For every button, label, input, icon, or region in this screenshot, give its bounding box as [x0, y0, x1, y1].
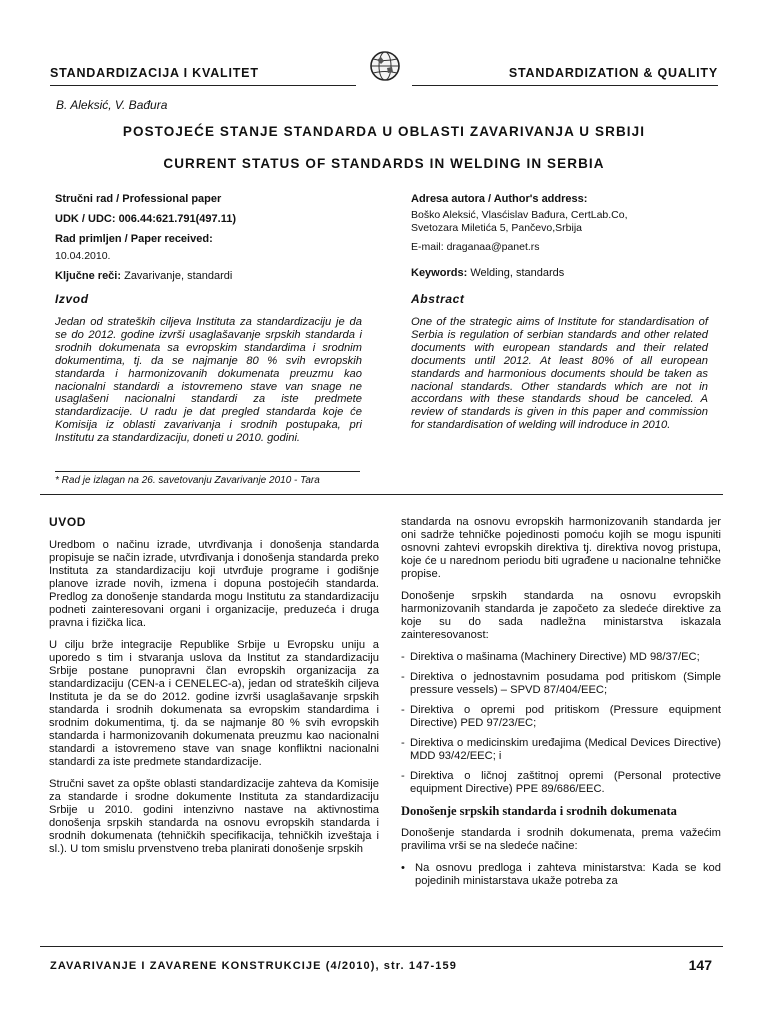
section-divider: [40, 494, 723, 495]
received-date: 10.04.2010.: [55, 250, 111, 262]
header-left-title: STANDARDIZACIJA I KVALITET: [50, 66, 259, 80]
right-paragraph-1: standarda na osnovu evropskih harmonizovanih standarda jer oni sadrže tehničke pojedinosti pomoću kojih se mogu ispuniti osnovni zahtevi evropskih direktiva tj. direktiva novog pristupa, koje će u narednom periodu biti ugrađene u nacionalne tehničke propise.: [401, 516, 721, 580]
subsection-heading: Donošenje srpskih standarda i srodnih dokumenata: [401, 804, 677, 818]
keywords-value-sr: Zavarivanje, standardi: [124, 270, 233, 282]
abstract-heading: Abstract: [411, 292, 465, 306]
udk-line: [55, 212, 355, 226]
right-paragraph-2: Donošenje srpskih standarda na osnovu evropskih harmonizovanih standarda je započeto za sledeće direktive za koje su do sada nadležna ministarstva iskazala zainteresovanost:: [401, 590, 721, 641]
header-right-title: STANDARDIZATION & QUALITY: [508, 66, 718, 80]
footer-rule: [40, 946, 723, 947]
left-metadata: [55, 192, 355, 283]
uvod-heading: UVOD: [49, 515, 87, 529]
page-number: 147: [688, 957, 712, 973]
globe-logo-icon: [369, 50, 401, 82]
received-label: Rad primljen / Paper received:: [55, 233, 213, 245]
udk-value: 006.44:621.791(497.11): [118, 213, 236, 225]
author-email: E-mail: draganaa@panet.rs: [411, 241, 540, 253]
keywords-line-en: [411, 266, 721, 280]
directive-list: [401, 651, 721, 796]
right-metadata: [411, 192, 721, 280]
footnote: * Rad je izlagan na 26. savetovanju Zavarivanje 2010 - Tara: [55, 475, 320, 486]
list-item: - Direktiva o mašinama (Machinery Directive) MD 98/37/EC;: [401, 651, 721, 664]
list-item: - Direktiva o opremi pod pritiskom (Pressure equipment Directive) PED 97/23/EC;: [401, 704, 721, 730]
udk-label: UDK / UDC:: [55, 213, 116, 225]
keywords-value-en: Welding, standards: [470, 267, 565, 279]
bullet-text: Na osnovu predloga i zahteva ministarstva: Kada se kod pojedinih ministarstava ukaže potreba za: [415, 862, 721, 887]
left-body-column: [49, 516, 379, 865]
right-body-column: [401, 516, 721, 888]
keywords-label-sr: Ključne reči:: [55, 270, 122, 282]
title-serbian: POSTOJEĆE STANJE STANDARDA U OBLASTI ZAVARIVANJA U SRBIJI: [122, 124, 646, 139]
bullet-item: [401, 862, 721, 888]
izvod-text: Jedan od strateških ciljeva Instituta za standardizaciju je da se do 2012. godine izvrši usaglašavanje srpskih standarda i srodnih dokumenata sa evropskim standardima i srodnim dokumentima, tj. da se najmanje 80 % svih evropskih standarda i harmonizovanih dokumenata preuzmu kao nacionalni standardi a istovremeno stave van snage ne usaglašeni nacionalni standardi za iste predmete standardizacije. U radu je dat pregled standarda koje će Komisija iz oblasti zavarivanja i srodnih postupaka, pri Institutu za standardizaciju, doneti u 2010. godini.: [55, 316, 362, 445]
list-item: - Direktiva o jednostavnim posudama pod pritiskom (Simple pressure vessels) – SPVD 87/404/EEC;: [401, 671, 721, 697]
header-rule-right: [412, 85, 718, 86]
izvod-heading: Izvod: [55, 292, 89, 306]
uvod-paragraph-3: Stručni savet za opšte oblasti standardizacije zahteva da Komisije za standarde i srodne dokumente Instituta za standardizaciju Srbije u 2010. godini intenzivno nastave na aktivnostima donošenja srpskih standarda na osnovu evropskih standarda i srodnih dokumenata (tehničkih specifikacija, tehničkih izveštaja i sl.). U tom smislu prvenstveno treba planirati donošenje srpskih: [49, 778, 379, 855]
address-label: Adresa autora / Author's address:: [411, 193, 588, 205]
address-line-2: Svetozara Miletića 5, Pančevo,Srbija: [411, 222, 582, 234]
keywords-line: [55, 269, 355, 283]
footer-journal: ZAVARIVANJE I ZAVARENE KONSTRUKCIJE (4/2010), str. 147-159: [50, 960, 457, 972]
uvod-paragraph-1: Uredbom o načinu izrade, utvrđivanja i donošenja standarda propisuje se način izrade, utvrđivanja i donošenja standarda preko Instituta za standardizaciju koji utvrđuje programe i godišnje planove izrade novih, izmena i dopuna postojećih standarda. Predlog za donošenje standarda mogu Institutu za standardizaciju podneti zainteresovani organi i organizacije, preduzeća i druga pravna i fizička lica.: [49, 539, 379, 629]
keywords-label-en: Keywords:: [411, 267, 468, 279]
abstract-text: One of the strategic aims of Institute for standardisation of Serbia is regulation of serbian standards and other related documents with european standards and their related documents until 2012. At least 80% of all european standards and harmonious documents should be taken as nacional standards. Other standards which are not in accordans with these standards shoud be canceled. A review of standards is given in this paper and commission for standardisation of welding will indroduce in 2010.: [411, 316, 708, 432]
footnote-rule: [55, 471, 360, 472]
paper-type: Stručni rad / Professional paper: [55, 193, 222, 205]
title-english: CURRENT STATUS OF STANDARDS IN WELDING IN SERBIA: [163, 156, 605, 171]
authors: B. Aleksić, V. Bađura: [56, 98, 168, 112]
right-paragraph-3: Donošenje standarda i srodnih dokumenata, prema važećim pravilima vrši se na sledeće načine:: [401, 827, 721, 852]
list-item: - Direktiva o medicinskim uređajima (Medical Devices Directive) MDD 93/42/EEC; i: [401, 737, 721, 763]
address-line-1: Boško Aleksić, Vlasćislav Bađura, CertLab.Co,: [411, 209, 628, 221]
uvod-paragraph-2: U cilju brže integracije Republike Srbije u Evropsku uniju a uporedo s tim i stvaranja uslova da Institut za standardizaciju Srbije postane punopravni član evropskih organizacija za standardizaciju (CEN-a i CENELEC-a), jedan od strateških ciljeva Instituta je da se do 2012. godine izvrši usaglašavanje srpskih standarda i srodnih dokumenata sa evropskim standardima i srodnim dokumentima, tj. da se najmanje 80 % svih evropskih standarda i harmonizovanih dokumenata preuzmu kao nacionalni standardi a istovremeno stave van snage konfliktni nacionalni standardi za iste predmete standardizacije.: [49, 639, 379, 768]
header-rule-left: [50, 85, 356, 86]
list-item: - Direktiva o ličnoj zaštitnoj opremi (Personal protective equipment Directive) PPE 89/686/EEC.: [401, 770, 721, 796]
